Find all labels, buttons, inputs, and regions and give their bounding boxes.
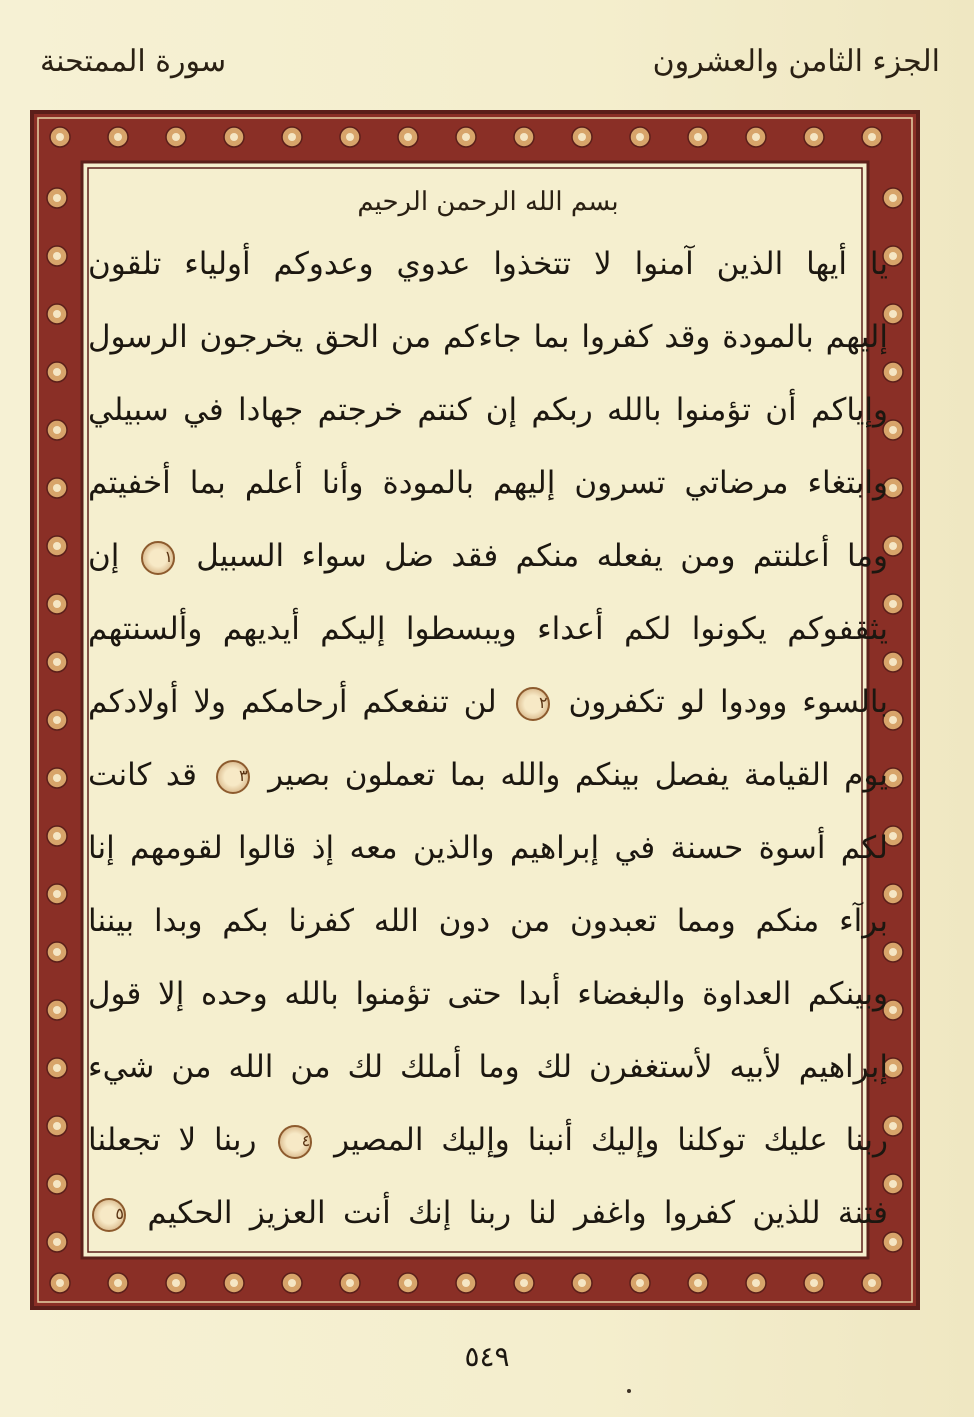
frame-ornament-center xyxy=(810,133,818,141)
verse-text: وما أعلنتم ومن يفعله منكم فقد ضل سواء السبيل xyxy=(196,538,888,574)
frame-ornament-center xyxy=(230,133,238,141)
verse-text: ربنا عليك توكلنا وإليك أنبنا وإليك المصير xyxy=(334,1122,888,1158)
frame-ornament-center xyxy=(53,948,61,956)
frame-ornament-center xyxy=(889,310,897,318)
frame-ornament-center xyxy=(752,1279,760,1287)
frame-ornament-center xyxy=(889,252,897,260)
verse-line xyxy=(88,301,888,374)
verse-line xyxy=(88,739,888,812)
frame-ornament-center xyxy=(889,774,897,782)
verse-text: يثقفوكم يكونوا لكم أعداء ويبسطوا إليكم أيديهم وألسنتهم xyxy=(88,611,888,647)
frame-ornament-center xyxy=(53,774,61,782)
verse-text: برآء منكم ومما تعبدون من دون الله كفرنا بكم وبدا بيننا xyxy=(88,903,888,939)
frame-ornament-center xyxy=(694,1279,702,1287)
verse-lines xyxy=(88,228,888,1250)
frame-ornament-center xyxy=(889,832,897,840)
frame-ornament-center xyxy=(53,1180,61,1188)
frame-ornament-center xyxy=(53,600,61,608)
frame-ornament-center xyxy=(346,133,354,141)
verse-text: وبينكم العداوة والبغضاء أبدا حتى تؤمنوا بالله وحده إلا قول xyxy=(88,976,888,1012)
frame-ornament-center xyxy=(53,252,61,260)
verse-line xyxy=(88,812,888,885)
verse-text: لكم أسوة حسنة في إبراهيم والذين معه إذ قالوا لقومهم إنا xyxy=(88,830,888,866)
frame-ornament-center xyxy=(53,716,61,724)
frame-ornament-center xyxy=(889,600,897,608)
frame-ornament-center xyxy=(53,194,61,202)
frame-ornament-center xyxy=(53,368,61,376)
frame-ornament-center xyxy=(53,426,61,434)
surah-title: سورة الممتحنة xyxy=(40,44,227,79)
frame-ornament-center xyxy=(520,133,528,141)
verse-text: فتنة للذين كفروا واغفر لنا ربنا إنك أنت العزيز الحكيم xyxy=(147,1195,888,1231)
frame-ornament-center xyxy=(889,542,897,550)
verse-line xyxy=(88,447,888,520)
frame-ornament-center xyxy=(288,1279,296,1287)
verse-text: قد كانت xyxy=(88,757,197,793)
frame-ornament-center xyxy=(889,368,897,376)
frame-ornament-center xyxy=(752,133,760,141)
frame-ornament-center xyxy=(636,133,644,141)
frame-ornament-center xyxy=(462,1279,470,1287)
ayah-number-marker: ٣ xyxy=(216,760,250,794)
frame-ornament-center xyxy=(288,133,296,141)
frame-ornament-center xyxy=(114,133,122,141)
frame-ornament-center xyxy=(53,1238,61,1246)
verse-text: يوم القيامة يفصل بينكم والله بما تعملون بصير xyxy=(268,757,888,793)
frame-ornament-center xyxy=(889,194,897,202)
frame-ornament-center xyxy=(889,426,897,434)
verse-text: إبراهيم لأبيه لأستغفرن لك وما أملك لك من الله من شيء xyxy=(88,1049,888,1085)
frame-ornament-center xyxy=(53,832,61,840)
ink-dot xyxy=(627,1389,631,1393)
frame-ornament-center xyxy=(889,1238,897,1246)
frame-ornament-center xyxy=(56,1279,64,1287)
ayah-number-marker: ٤ xyxy=(278,1125,312,1159)
frame-ornament-center xyxy=(694,133,702,141)
frame-ornament-center xyxy=(578,1279,586,1287)
frame-ornament-center xyxy=(889,948,897,956)
frame-ornament-center xyxy=(868,133,876,141)
frame-ornament-center xyxy=(889,658,897,666)
frame-ornament-center xyxy=(53,890,61,898)
basmala: بسم الله الرحمن الرحيم xyxy=(357,187,619,217)
verse-text: إليهم بالمودة وقد كفروا بما جاءكم من الحق يخرجون الرسول xyxy=(88,319,888,355)
verse-line xyxy=(88,666,888,739)
verse-line xyxy=(88,374,888,447)
verse-text: لن تنفعكم أرحامكم ولا أولادكم xyxy=(88,684,497,720)
verse-line xyxy=(88,1031,888,1104)
verse-line xyxy=(88,228,888,301)
text-area xyxy=(88,170,888,1260)
frame-ornament-center xyxy=(889,1006,897,1014)
frame-ornament-center xyxy=(462,133,470,141)
frame-ornament-center xyxy=(404,1279,412,1287)
verse-text: ربنا لا تجعلنا xyxy=(88,1122,257,1158)
frame-ornament-center xyxy=(520,1279,528,1287)
juz-title: الجزء الثامن والعشرون xyxy=(652,44,940,79)
frame-ornament-center xyxy=(346,1279,354,1287)
frame-ornament-center xyxy=(53,484,61,492)
verse-line xyxy=(88,593,888,666)
ayah-number-marker: ١ xyxy=(141,541,175,575)
verse-line xyxy=(88,885,888,958)
frame-ornament-center xyxy=(56,133,64,141)
frame-ornament-center xyxy=(53,658,61,666)
frame-ornament-center xyxy=(53,1006,61,1014)
frame-ornament-center xyxy=(53,1064,61,1072)
verse-text: يا أيها الذين آمنوا لا تتخذوا عدوي وعدوكم أولياء تلقون xyxy=(88,246,888,282)
verse-line xyxy=(88,520,888,593)
frame-ornament-center xyxy=(114,1279,122,1287)
frame-ornament-center xyxy=(889,716,897,724)
frame-ornament-center xyxy=(53,542,61,550)
frame-ornament-center xyxy=(889,1122,897,1130)
verse-line xyxy=(88,1177,888,1250)
frame-ornament-center xyxy=(53,310,61,318)
ayah-number-marker: ٥ xyxy=(92,1198,126,1232)
verse-line xyxy=(88,1104,888,1177)
frame-ornament-center xyxy=(230,1279,238,1287)
frame-ornament-center xyxy=(889,484,897,492)
frame-ornament-center xyxy=(172,133,180,141)
verse-text: وابتغاء مرضاتي تسرون إليهم بالمودة وأنا أعلم بما أخفيتم xyxy=(88,465,888,501)
frame-ornament-center xyxy=(889,1064,897,1072)
frame-ornament-center xyxy=(889,890,897,898)
frame-ornament-center xyxy=(889,1180,897,1188)
verse-text: بالسوء وودوا لو تكفرون xyxy=(568,684,888,720)
frame-ornament-center xyxy=(404,133,412,141)
verse-text: إن xyxy=(88,538,120,574)
verse-text: وإياكم أن تؤمنوا بالله ربكم إن كنتم خرجتم جهادا في سبيلي xyxy=(88,392,888,428)
frame-ornament-center xyxy=(868,1279,876,1287)
ayah-number-marker: ٢ xyxy=(516,687,550,721)
frame-ornament-center xyxy=(636,1279,644,1287)
frame-ornament-center xyxy=(810,1279,818,1287)
verse-line xyxy=(88,958,888,1031)
frame-ornament-center xyxy=(53,1122,61,1130)
frame-ornament-center xyxy=(172,1279,180,1287)
page-header xyxy=(40,38,940,98)
page-number: ٥٤٩ xyxy=(464,1340,510,1373)
frame-ornament-center xyxy=(578,133,586,141)
